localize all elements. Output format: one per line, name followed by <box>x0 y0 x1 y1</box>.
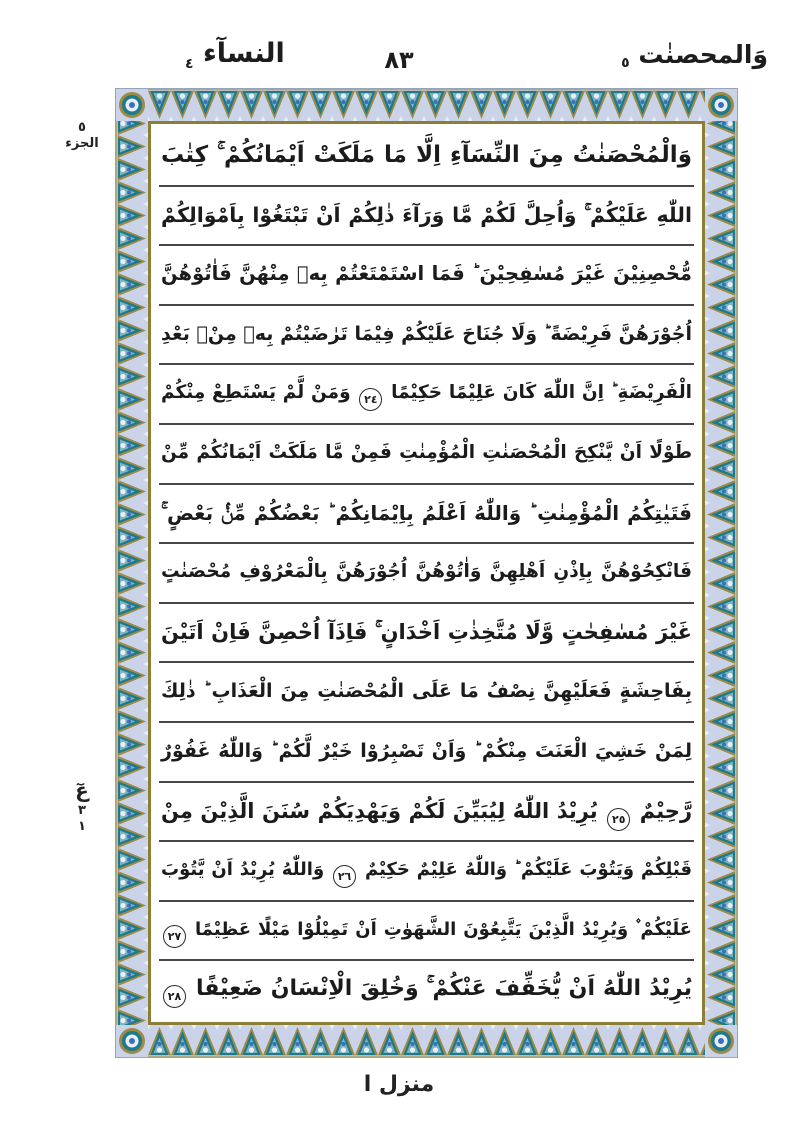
quran-line <box>159 842 694 902</box>
quran-line <box>159 187 694 247</box>
quran-line <box>159 127 694 187</box>
juz-marker-line: ٥ <box>78 120 86 135</box>
quran-text-segment: لِمَنْ خَشِيَ الْعَنَتَ مِنْكُمْ ؕ وَاَنْ تَصْبِرُوْا خَيْرٌ لَّكُمْ ؕ وَاللّٰهُ غَفُوْرٌ <box>161 739 692 762</box>
quran-line <box>159 365 694 425</box>
juz-marker-line: الجزء <box>65 136 99 152</box>
quran-line <box>159 485 694 545</box>
border-corner-rosette <box>116 89 148 121</box>
ruku-marker-line: ١ <box>78 819 86 835</box>
quran-line <box>159 663 694 723</box>
manzil-label: منزل ا <box>363 1072 435 1097</box>
border-strip-right <box>705 89 737 1057</box>
quran-line <box>159 306 694 366</box>
quran-text-segment: طَوْلًا اَنْ يَّنْكِحَ الْمُحْصَنٰتِ الْمُؤْمِنٰتِ فَمِنْ مَّا مَلَكَتْ اَيْمَانُكُمْ مِّنْ <box>161 441 692 463</box>
border-corner-rosette <box>705 89 737 121</box>
mushaf-lines <box>148 121 705 1025</box>
quran-text-segment: بِفَاحِشَةٍ فَعَلَيْهِنَّ نِصْفُ مَا عَلَى الْمُحْصَنٰتِ مِنَ الْعَذَابِ ؕ ذٰلِكَ <box>161 680 692 703</box>
quran-line <box>159 425 694 485</box>
quran-line <box>159 246 694 306</box>
quran-text-segment: فَتَيٰتِكُمُ الْمُؤْمِنٰتِ ؕ وَاللّٰهُ اَعْلَمُ بِاِيْمَانِكُمْ ؕ بَعْضُكُمْ مِّنْۢ بَعْضٍ ۚ <box>161 500 692 525</box>
quran-text-segment: يُرِيْدُ اللّٰهُ لِيُبَيِّنَ لَكُمْ وَيَهْدِيَكُمْ سُنَنَ الَّذِيْنَ مِنْ <box>161 798 598 823</box>
page-number: ٨٣ <box>384 46 414 74</box>
decorative-border-frame <box>115 88 738 1058</box>
ruku-marker-line: عٓ <box>75 778 89 802</box>
quran-text-segment: اللّٰهِ عَلَيْكُمْ ۚ وَاُحِلَّ لَكُمْ مَّا وَرَآءَ ذٰلِكُمْ اَنْ تَبْتَغُوْا بِاَمْوَالِكُمْ <box>161 202 692 227</box>
section-name-text: وَالمحصنٰت <box>638 40 768 69</box>
section-number: ٥ <box>621 55 630 71</box>
quran-text-segment: مُّحْصِنِيْنَ غَيْرَ مُسٰفِحِيْنَ ؕ فَمَا اسْتَمْتَعْتُمْ بِهٖ مِنْهُنَّ فَاٰتُوْهُنَّ <box>161 262 692 286</box>
quran-text-segment: فَانْكِحُوْهُنَّ بِاِذْنِ اَهْلِهِنَّ وَاٰتُوْهُنَّ اُجُوْرَهُنَّ بِالْمَعْرُوْفِ مُحْصَنٰتٍ <box>161 561 692 583</box>
border-strip-top <box>148 89 705 121</box>
border-corner-rosette <box>705 1025 737 1057</box>
ayah-number-marker: ٢٨ <box>163 985 186 1008</box>
quran-line <box>159 604 694 664</box>
surah-number: ٤ <box>185 56 194 72</box>
border-strip-left <box>116 89 148 1057</box>
juz-marker <box>58 120 106 153</box>
quran-text-segment: يُرِيْدُ اللّٰهُ اَنْ يُّخَفِّفَ عَنْكُمْ ۚ وَخُلِقَ الْاِنْسَانُ ضَعِيْفًا <box>196 976 692 1002</box>
quran-line <box>159 902 694 962</box>
ruku-marker-line: ٣ <box>78 803 86 818</box>
border-strip-bottom <box>148 1025 705 1057</box>
quran-line <box>159 961 694 1019</box>
quran-text-segment: وَمَنْ لَّمْ يَسْتَطِعْ مِنْكُمْ <box>161 382 351 404</box>
ruku-marker <box>58 778 106 836</box>
ayah-number-marker: ٢٦ <box>333 865 356 888</box>
quran-text-segment: غَيْرَ مُسٰفِحٰتٍ وَّلَا مُتَّخِذٰتِ اَخْدَانٍ ۚ فَاِذَآ اُحْصِنَّ فَاِنْ اَتَيْنَ <box>161 619 692 644</box>
quran-text-segment: وَالْمُحْصَنٰتُ مِنَ النِّسَآءِ اِلَّا مَا مَلَكَتْ اَيْمَانُكُمْ ۚ كِتٰبَ <box>161 142 692 168</box>
quran-line <box>159 723 694 783</box>
ayah-number-marker: ٢٤ <box>359 388 382 411</box>
ayah-number-marker: ٢٧ <box>163 925 186 948</box>
quran-text-segment: اُجُوْرَهُنَّ فَرِيْضَةً ؕ وَلَا جُنَاحَ عَلَيْكُمْ فِيْمَا تَرٰضَيْتُمْ بِهٖ مِنْۢ بَعْدِ <box>161 322 692 345</box>
quran-text-segment: وَاللّٰهُ يُرِيْدُ اَنْ يَّتُوْبَ <box>161 859 325 881</box>
quran-text-segment: قَبْلِكُمْ وَيَتُوْبَ عَلَيْكُمْ ؕ وَاللّٰهُ عَلِيْمٌ حَكِيْمٌ <box>364 859 692 881</box>
surah-name-text: النسآء <box>202 38 285 69</box>
border-corner-rosette <box>116 1025 148 1057</box>
ayah-number-marker: ٢٥ <box>607 808 630 831</box>
quran-line <box>159 544 694 604</box>
quran-text-segment: عَلَيْكُمْ ۫ وَيُرِيْدُ الَّذِيْنَ يَتَّبِعُوْنَ الشَّهَوٰتِ اَنْ تَمِيْلُوْا مَيْلًا عَظِيْمًا <box>195 918 692 940</box>
quran-line <box>159 783 694 843</box>
quran-text-segment: رَّحِيْمٌ <box>639 798 693 823</box>
surah-name-label <box>185 38 285 72</box>
quran-text-segment: الْفَرِيْضَةِ ؕ اِنَّ اللّٰهَ كَانَ عَلِيْمًا حَكِيْمًا <box>391 382 692 404</box>
